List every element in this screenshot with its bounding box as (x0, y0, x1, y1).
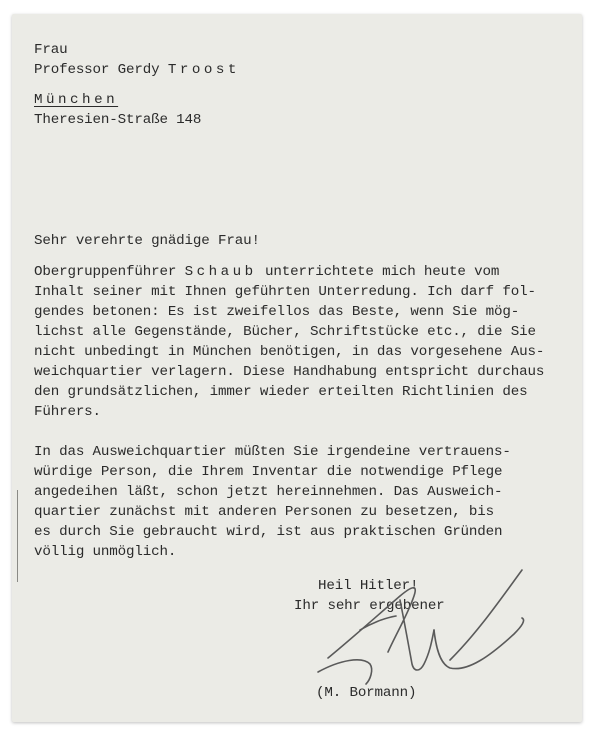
p2-line-1: In das Ausweichquartier müßten Sie irgendeine vertrauens- (34, 444, 511, 460)
handwritten-signature (300, 560, 540, 700)
greeting: Sehr verehrte gnädige Frau! (34, 233, 260, 249)
p1-line-1-end: unterrichtete mich heute vom (256, 264, 500, 280)
address-name (34, 62, 240, 78)
address-name-prefix: Professor Gerdy (34, 62, 168, 78)
p1-line-7: den grundsätzlichen, immer wieder erteilten Richtlinien des (34, 384, 528, 400)
p1-line-1-start: Obergruppenführer (34, 264, 185, 280)
address-salutation: Frau (34, 42, 68, 58)
margin-mark (17, 490, 18, 582)
closing-ergebener: Ihr sehr ergebener (294, 598, 445, 614)
p2-line-3: angedeihen läßt, schon jetzt hereinnehmen. Das Ausweich- (34, 484, 503, 500)
address-surname: Troost (167, 62, 240, 78)
p1-line-6: weichquartier verlagern. Diese Handhabung entspricht durchaus (34, 364, 545, 380)
p1-line-1-name: Schaub (184, 264, 257, 280)
p1-line-4: lichst alle Gegenstände, Bücher, Schriftstücke etc., die Sie (34, 324, 536, 340)
signer-name: (M. Bormann) (316, 685, 417, 701)
p2-line-4: quartier zunächst mit anderen Personen zu besetzen, bis (34, 504, 495, 520)
closing-heil: Heil Hitler! (318, 578, 419, 594)
p1-line-3: gendes betonen: Es ist zweifellos das Beste, wenn Sie mög- (34, 304, 520, 320)
p2-line-5: es durch Sie gebraucht wird, ist aus praktischen Gründen (34, 524, 503, 540)
address-city: München (34, 92, 119, 108)
p1-line-1 (34, 264, 499, 280)
p1-line-8: Führers. (34, 404, 101, 420)
address-street: Theresien-Straße 148 (34, 112, 202, 128)
p1-line-5: nicht unbedingt in München benötigen, in das vorgesehene Aus- (34, 344, 545, 360)
p2-line-6: völlig unmöglich. (34, 544, 177, 560)
p1-line-2: Inhalt seiner mit Ihnen geführten Unterredung. Ich darf fol- (34, 284, 536, 300)
p2-line-2: würdige Person, die Ihrem Inventar die notwendige Pflege (34, 464, 503, 480)
